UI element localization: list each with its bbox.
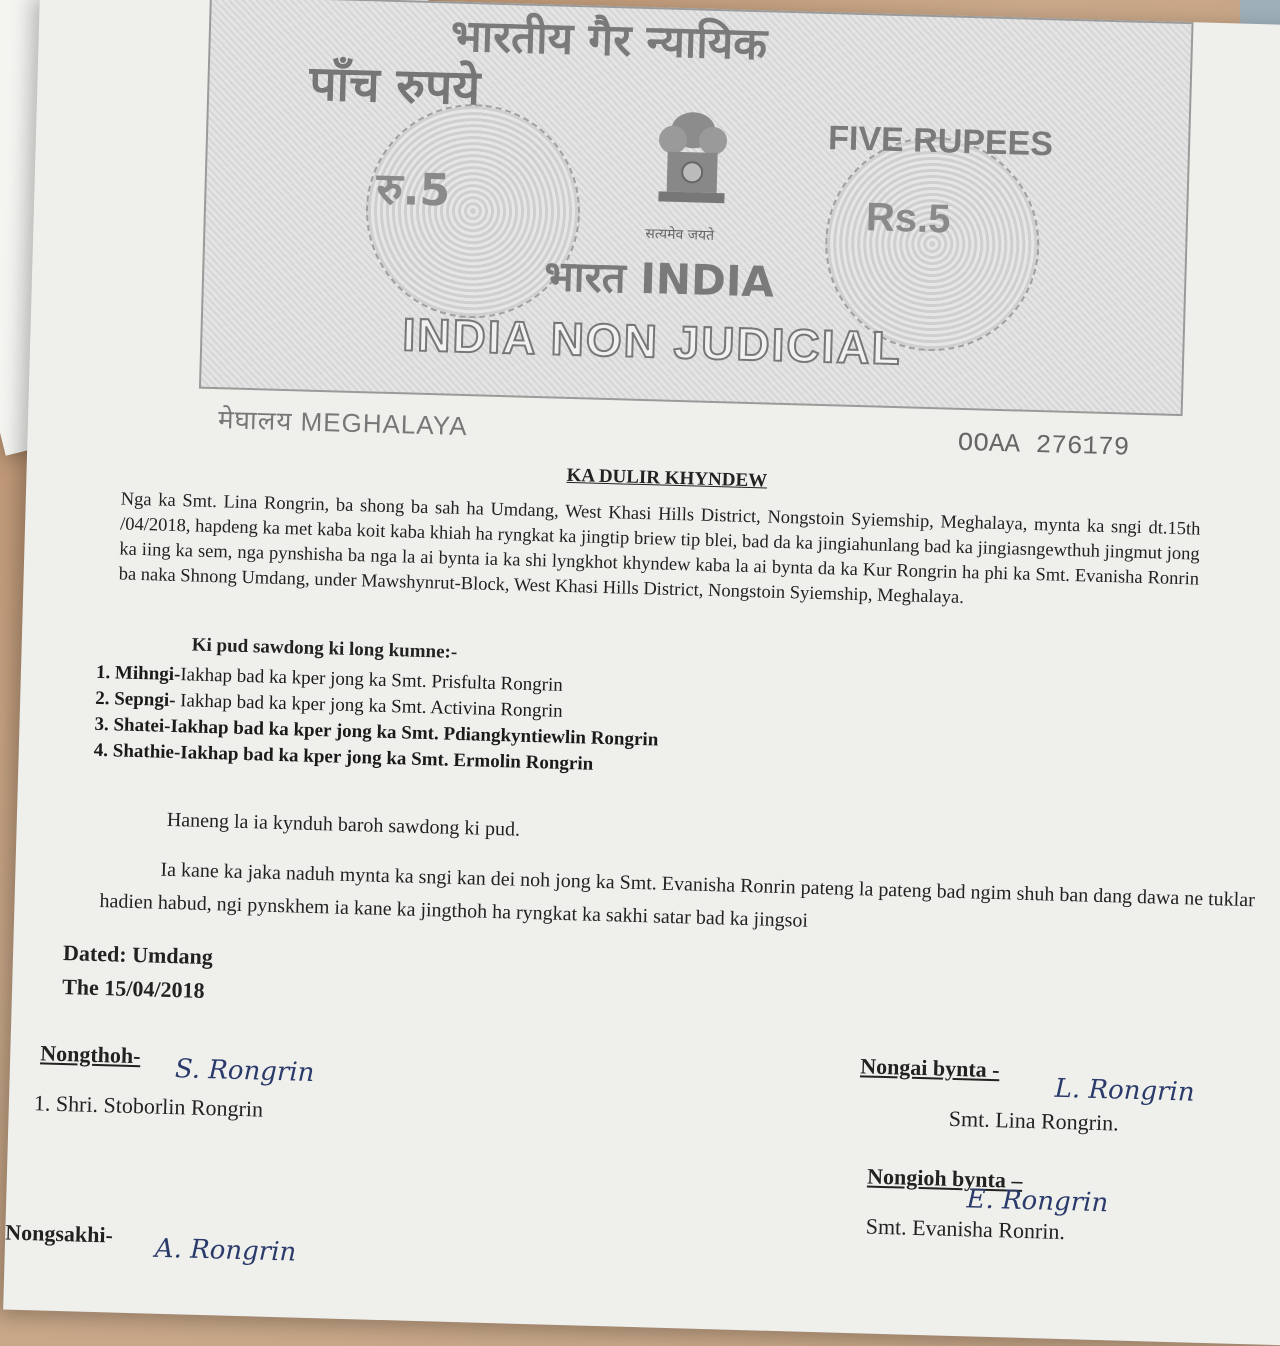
witness-label: Nongthoh- bbox=[39, 1040, 141, 1069]
stamp-english-amount: Rs.5 bbox=[865, 195, 952, 242]
intro-paragraph bbox=[118, 487, 1200, 617]
stamp-type: INDIA NON JUDICIAL bbox=[401, 308, 903, 375]
boundary-list bbox=[93, 662, 660, 782]
giver-signature: L. Rongrin bbox=[1054, 1073, 1195, 1108]
stamp-motto: सत्यमेव जयते bbox=[645, 226, 715, 244]
stamp-hindi-amount: रु.5 bbox=[375, 163, 451, 217]
paragraph-declaration: Ia kane ka jaka naduh mynta ka sngi kan dei noh jong ka Smt. Evanisha Ronrin pateng la pateng bad ngim shuh ban dang dawa ne tuklar hadien habud, ngi pynskhem ia kane ka jingthoh ha ryngkat ka sakhi satar bad ka jingsoi bbox=[99, 858, 1256, 932]
ashoka-emblem-icon bbox=[636, 99, 749, 222]
stamp-hindi-value: पाँच रुपये bbox=[308, 55, 481, 117]
list-item: 3. Shatei-Iakhap bad ka kper jong ka Smt. Pdiangkyntiewlin Rongrin bbox=[94, 713, 659, 751]
stamp-paper bbox=[3, 0, 1280, 1346]
dated-place: Dated: Umdang bbox=[62, 940, 214, 970]
giver-label: Nongai bynta - bbox=[859, 1053, 1000, 1083]
list-item: 2. Sepngi- Iakhap bad ka kper jong ka Smt. Activina Rongrin bbox=[94, 687, 563, 722]
sakhi-label: Nongsakhi- bbox=[4, 1219, 114, 1248]
stamp-country: भारत INDIA bbox=[543, 251, 775, 307]
stamp-top-text: भारतीय गैर न्यायिक bbox=[450, 10, 768, 71]
list-item: 1. Mihngi-Iakhap bad ka kper jong ka Smt. Prisfulta Rongrin bbox=[95, 661, 564, 696]
stamp-english-value: FIVE RUPEES bbox=[827, 119, 1054, 164]
receiver-label: Nongioh bynta – bbox=[866, 1163, 1023, 1193]
sakhi-signature: A. Rongrin bbox=[154, 1233, 297, 1268]
receiver-name: Smt. Evanisha Ronrin. bbox=[865, 1213, 1066, 1245]
receiver-signature: E. Rongrin bbox=[966, 1184, 1109, 1219]
giver-name: Smt. Lina Rongrin. bbox=[948, 1105, 1120, 1136]
intro-text: Nga ka Smt. Lina Rongrin, ba shong ba sah ha Umdang, West Khasi Hills District, Nongstoin Syiemship, Meghalaya, mynta ka sngi dt.15th /04/2018, hapdeng ka met kaba koit kaba khiah ha ryngkat ka jingtip briew tip blei, bad da ka jingiahunlang bad ka jingiasngewthuh jingmut jong ka iing ka sem, nga pynshisha ba nga la ai bynta ia ka shi lyngkhot khyndew kaba la ai bynta da ka Kur Rongrin ha phi ka Smt. Evanisha Ronrin ba naka Shnong Umdang, under Mawshynrut-Block, West Khasi Hills District, Nongstoin Syiemship, Meghalaya. bbox=[118, 489, 1201, 609]
document-title: KA DULIR KHYNDEW bbox=[566, 464, 768, 492]
boundaries-heading: Ki pud sawdong ki long kumne:- bbox=[191, 634, 458, 663]
dated-date: The 15/04/2018 bbox=[61, 974, 205, 1003]
stamp-state: मेघालय MEGHALAYA bbox=[217, 404, 468, 442]
non-judicial-stamp bbox=[199, 0, 1194, 416]
date-block bbox=[62, 936, 214, 1008]
witness-name: 1. Shri. Stoborlin Rongrin bbox=[33, 1090, 264, 1122]
paragraph-boundaries-note: Haneng la ia kynduh baroh sawdong ki pud. bbox=[166, 808, 521, 841]
list-item: 4. Shathie-Iakhap bad ka kper jong ka Smt. Ermolin Rongrin bbox=[93, 739, 594, 775]
witness-signature: S. Rongrin bbox=[174, 1054, 315, 1089]
stamp-serial-number: OOAA 276179 bbox=[957, 427, 1130, 463]
